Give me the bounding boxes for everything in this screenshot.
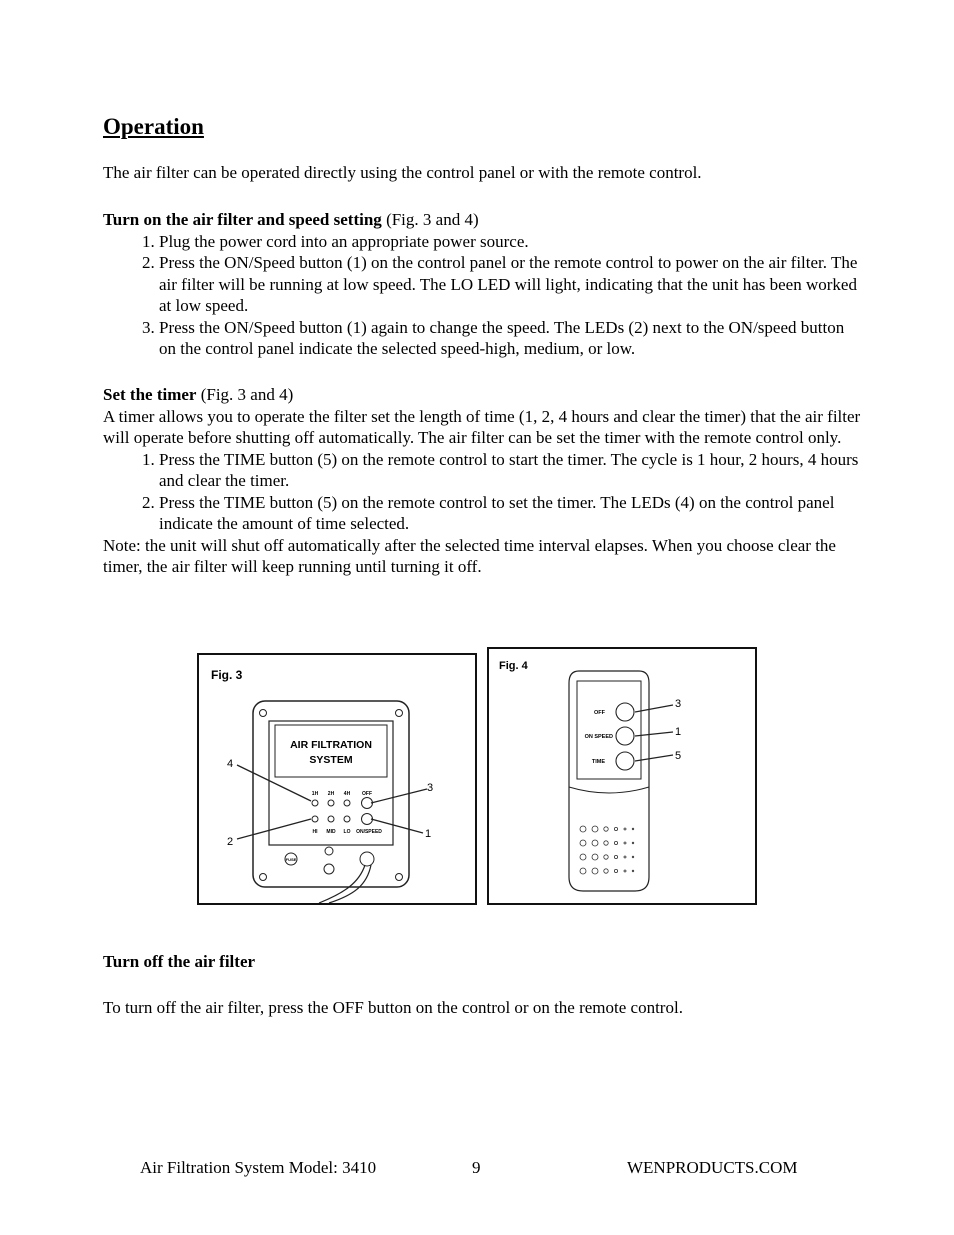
list-item: 1. Plug the power cord into an appropriate power source. <box>159 231 863 253</box>
speed-label: LO <box>343 829 351 835</box>
timer-led <box>312 800 318 806</box>
callout-number: 4 <box>227 758 234 770</box>
screw-icon <box>396 874 403 881</box>
fig4-label: Fig. 4 <box>499 660 528 672</box>
speed-setting-heading <box>103 209 863 231</box>
remote-time-button <box>616 752 634 770</box>
list-item: 2. Press the TIME button (5) on the remote control to set the timer. The LEDs (4) on the control panel indicate the amount of time selected. <box>159 492 863 535</box>
fig4-remote-control <box>487 647 757 905</box>
panel-on-speed-button <box>362 814 373 825</box>
screw-icon <box>260 710 267 717</box>
timer-section <box>103 384 863 578</box>
speed-label: HI <box>312 829 318 835</box>
screw-icon <box>260 874 267 881</box>
panel-title-line1: AIR FILTRATION <box>290 739 372 751</box>
remote-off-button <box>616 703 634 721</box>
callout-number: 1 <box>675 726 682 738</box>
figures-row <box>197 647 757 905</box>
timer-led <box>328 800 334 806</box>
speed-label: ON/SPEED <box>356 829 382 835</box>
timer-led <box>344 800 350 806</box>
footer-page-number: 9 <box>472 1158 481 1177</box>
intro-paragraph: The air filter can be operated directly using the control panel or with the remote control. <box>103 163 702 182</box>
speed-label: MID <box>326 829 336 835</box>
timer-description: A timer allows you to operate the filter set the length of time (1, 2, 4 hours and clear the timer) that the air filter will operate before shutting off automatically. The air filter can be set the timer with the remote control only. <box>103 406 861 447</box>
speed-led <box>328 816 334 822</box>
timer-label: 2H <box>327 791 335 797</box>
timer-label: OFF <box>362 791 372 797</box>
callout-number: 3 <box>427 782 434 794</box>
screw-icon <box>396 710 403 717</box>
footer-model: Air Filtration System Model: 3410 <box>140 1158 377 1177</box>
callout-number: 3 <box>675 698 682 710</box>
remote-on-speed-button <box>616 727 634 745</box>
turn-off-paragraph: To turn off the air filter, press the OFF button on the control or on the remote control. <box>103 998 683 1017</box>
timer-ref: (Fig. 3 and 4) <box>196 385 294 404</box>
remote-dot-grid <box>580 826 634 874</box>
timer-heading <box>103 384 863 406</box>
turn-off-heading: Turn off the air filter <box>103 952 256 971</box>
speed-led <box>312 816 318 822</box>
panel-display <box>275 725 387 777</box>
page-title: Operation <box>103 114 204 139</box>
power-cord <box>329 865 371 903</box>
timer-label: 4H <box>343 791 351 797</box>
speed-setting-steps <box>103 231 863 360</box>
control-panel-illustration <box>199 655 475 903</box>
list-item: 2. Press the ON/Speed button (1) on the control panel or the remote control to power on the air filter. The air filter will be running at low speed. The LO LED will light, indicating that the unit has been worked at low speed. <box>159 252 863 317</box>
fig3-control-panel <box>197 653 477 905</box>
list-item: 1. Press the TIME button (5) on the remote control to start the timer. The cycle is 1 hour, 2 hours, 4 hours and clear the timer. <box>159 449 863 492</box>
panel-title-line2: SYSTEM <box>309 754 353 766</box>
screw-icon <box>325 847 333 855</box>
timer-steps <box>103 449 863 535</box>
screw-icon <box>324 864 334 874</box>
remote-button-label: ON SPEED <box>584 734 613 740</box>
speed-led <box>344 816 350 822</box>
speed-setting-section <box>103 209 863 360</box>
cord-grommet-icon <box>360 852 374 866</box>
callout-line <box>237 765 311 801</box>
remote-illustration <box>489 649 755 903</box>
remote-button-label: OFF <box>594 710 605 716</box>
callout-line <box>371 789 427 803</box>
remote-divider <box>569 787 649 793</box>
remote-button-label: TIME <box>591 759 605 765</box>
fig3-label: Fig. 3 <box>211 668 243 682</box>
timer-title: Set the timer <box>103 385 197 404</box>
power-cord <box>319 865 365 903</box>
remote-body <box>569 671 649 891</box>
speed-setting-title: Turn on the air filter and speed setting <box>103 210 382 229</box>
fuse-label: FUSE <box>285 857 297 862</box>
timer-label: 1H <box>311 791 319 797</box>
callout-number: 5 <box>675 750 682 762</box>
callout-number: 2 <box>227 836 234 848</box>
panel-off-button <box>362 798 373 809</box>
list-item: 3. Press the ON/Speed button (1) again to change the speed. The LEDs (2) next to the ON/speed button on the control panel indicate the selected speed-high, medium, or low. <box>159 317 863 360</box>
callout-number: 1 <box>425 828 432 840</box>
footer-website: WENPRODUCTS.COM <box>627 1158 798 1177</box>
timer-note: Note: the unit will shut off automatically after the selected time interval elapses. When you choose clear the timer, the air filter will keep running until turning it off. <box>103 535 836 576</box>
callout-line <box>237 819 311 839</box>
speed-setting-ref: (Fig. 3 and 4) <box>381 210 479 229</box>
